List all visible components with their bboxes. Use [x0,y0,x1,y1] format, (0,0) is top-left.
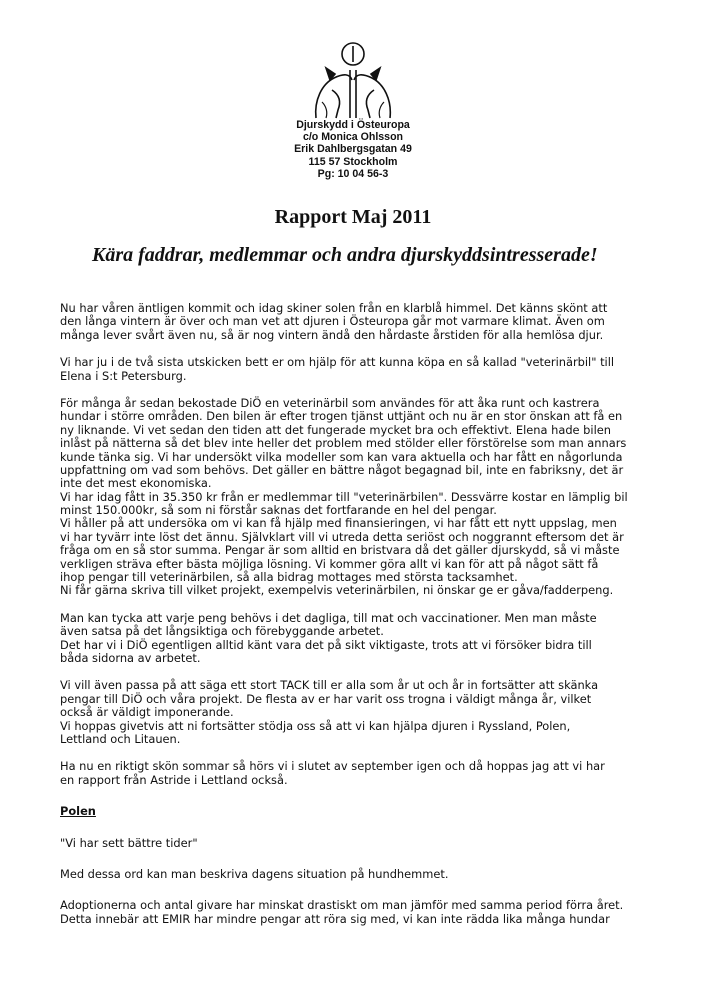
text-line: den långa vintern är över och man vet att djuren i Östeuropa går mot varmare klimat. Även om [60,314,605,329]
org-street: Erik Dahlbergsgatan 49 [294,143,412,156]
org-co: c/o Monica Ohlsson [302,131,404,144]
text-line: hundar i större områden. Den bilen är efter trogen tjänst uttjänt och nu är en stor önskan att få en [60,409,623,424]
greeting: Kära faddrar, medlemmar och andra djurskyddsintresserade! [92,244,598,266]
text-line: minst 150.000kr, så som ni förstår saknas det fortfarande en hel del pengar. [60,503,497,518]
text-line: Nu har våren äntligen kommit och idag skiner solen från en klarblå himmel. Det känns skönt att [60,301,608,315]
paragraph [60,612,660,666]
organization-logo [308,40,398,120]
text-line: också är väldigt imponerande. [60,705,234,720]
text-line: Vi håller på att undersöka om vi kan få hjälp med finansieringen, vi har fått ett nytt uppslag, men [60,516,617,531]
org-pg: Pg: 10 04 56-3 [317,167,389,180]
text-line: Vi vill även passa på att säga ett stort TACK till er alla som år ut och år in fortsätter att skänka [60,678,599,693]
text-line: kunde tänka sig. Vi har undersökt vilka modeller som kan vara aktuella och har fått en någorlunda [60,449,623,464]
text-line: Adoptionerna och antal givare har minskat drastiskt om man jämför med samma period förra året. [60,898,624,913]
text-line: inte det mest ekonomiska. [60,476,212,491]
polen-intro: Med dessa ord kan man beskriva dagens situation på hundhemmet. [60,866,449,881]
text-line: Detta innebär att EMIR har mindre pengar att röra sig med, vi kan inte rädda lika många hundar [60,911,610,926]
organization-address [258,119,448,180]
text-line: Vi har idag fått in 35.350 kr från er medlemmar till "veterinärbilen". Dessvärre kostar en lämplig bil [60,489,628,504]
report-body [60,302,660,926]
paragraph [60,356,660,383]
text-line: uppfattning om vad som behövs. Det gäller en bättre något begagnad bil, inte en fabriksny, det är [60,462,624,477]
text-line: båda sidorna av arbetet. [60,650,201,665]
org-postal: 115 57 Stockholm [308,155,398,168]
report-title: Rapport Maj 2011 [274,206,432,228]
polen-quote: "Vi har sett bättre tider" [60,835,198,850]
text-line: pengar till DiÖ och våra projekt. De flesta av er har varit oss trogna i väldigt många år, vilket [60,691,592,706]
paragraph [60,679,660,746]
paragraph [60,899,660,926]
text-line: ihop pengar till veterinärbilen, så alla bidrag mottages med största tacksamhet. [60,570,518,585]
text-line: många lever svårt även nu, så är nog vintern ändå den hårdaste årstiden för alla hemlösa djur. [60,327,604,342]
text-line: Man kan tycka att varje peng behövs i det dagliga, till mat och vaccinationer. Men man måste [60,610,597,625]
text-line: fråga om en så stor summa. Pengar är som alltid en bristvara då det gäller djurskydd, så vi måste [60,543,620,558]
text-line: ny liknande. Vi vet sedan den tiden att det fungerade mycket bra och effektivt. Elena hade bilen [60,422,611,437]
paragraph [60,302,660,342]
text-line: vi har tyvärr inte löst det ännu. Självklart vill vi utreda detta seriöst och noggrannt eftersom det är [60,529,624,544]
org-name: Djurskydd i Östeuropa [296,119,410,131]
text-line: inlåst på nätterna så det blev inte heller det problem med stölder eller förstörelse som man annars [60,436,627,451]
paragraph [60,397,660,598]
text-line: en rapport från Astride i Lettland också. [60,772,288,787]
section-heading-polen: Polen [60,804,96,819]
text-line: Vi har ju i de två sista utskicken bett er om hjälp för att kunna köpa en så kallad "veterinärbil" till [60,355,615,370]
text-line: verkligen sträva efter bästa möjliga lösning. Vi kommer göra allt vi kan för att på något sätt få [60,556,599,571]
text-line: Ha nu en riktigt skön sommar så hörs vi i slutet av september igen och då hoppas jag att vi har [60,759,605,774]
text-line: Elena i S:t Petersburg. [60,368,187,383]
paragraph [60,760,660,787]
text-line: För många år sedan bekostade DiÖ en veterinärbil som användes för att åka runt och kastrera [60,395,600,410]
text-line: Lettland och Litauen. [60,731,181,746]
text-line: Vi hoppas givetvis att ni fortsätter stödja oss så att vi kan hjälpa djuren i Ryssland, Polen, [60,718,571,733]
text-line: även satsa på det långsiktiga och förebyggande arbetet. [60,624,384,639]
text-line: Det har vi i DiÖ egentligen alltid känt vara det på sikt viktigaste, trots att vi försöker bidra till [60,637,592,652]
text-line: Ni får gärna skriva till vilket projekt, exempelvis veterinärbilen, ni önskar ge er gåva/fadderpeng. [60,583,614,598]
